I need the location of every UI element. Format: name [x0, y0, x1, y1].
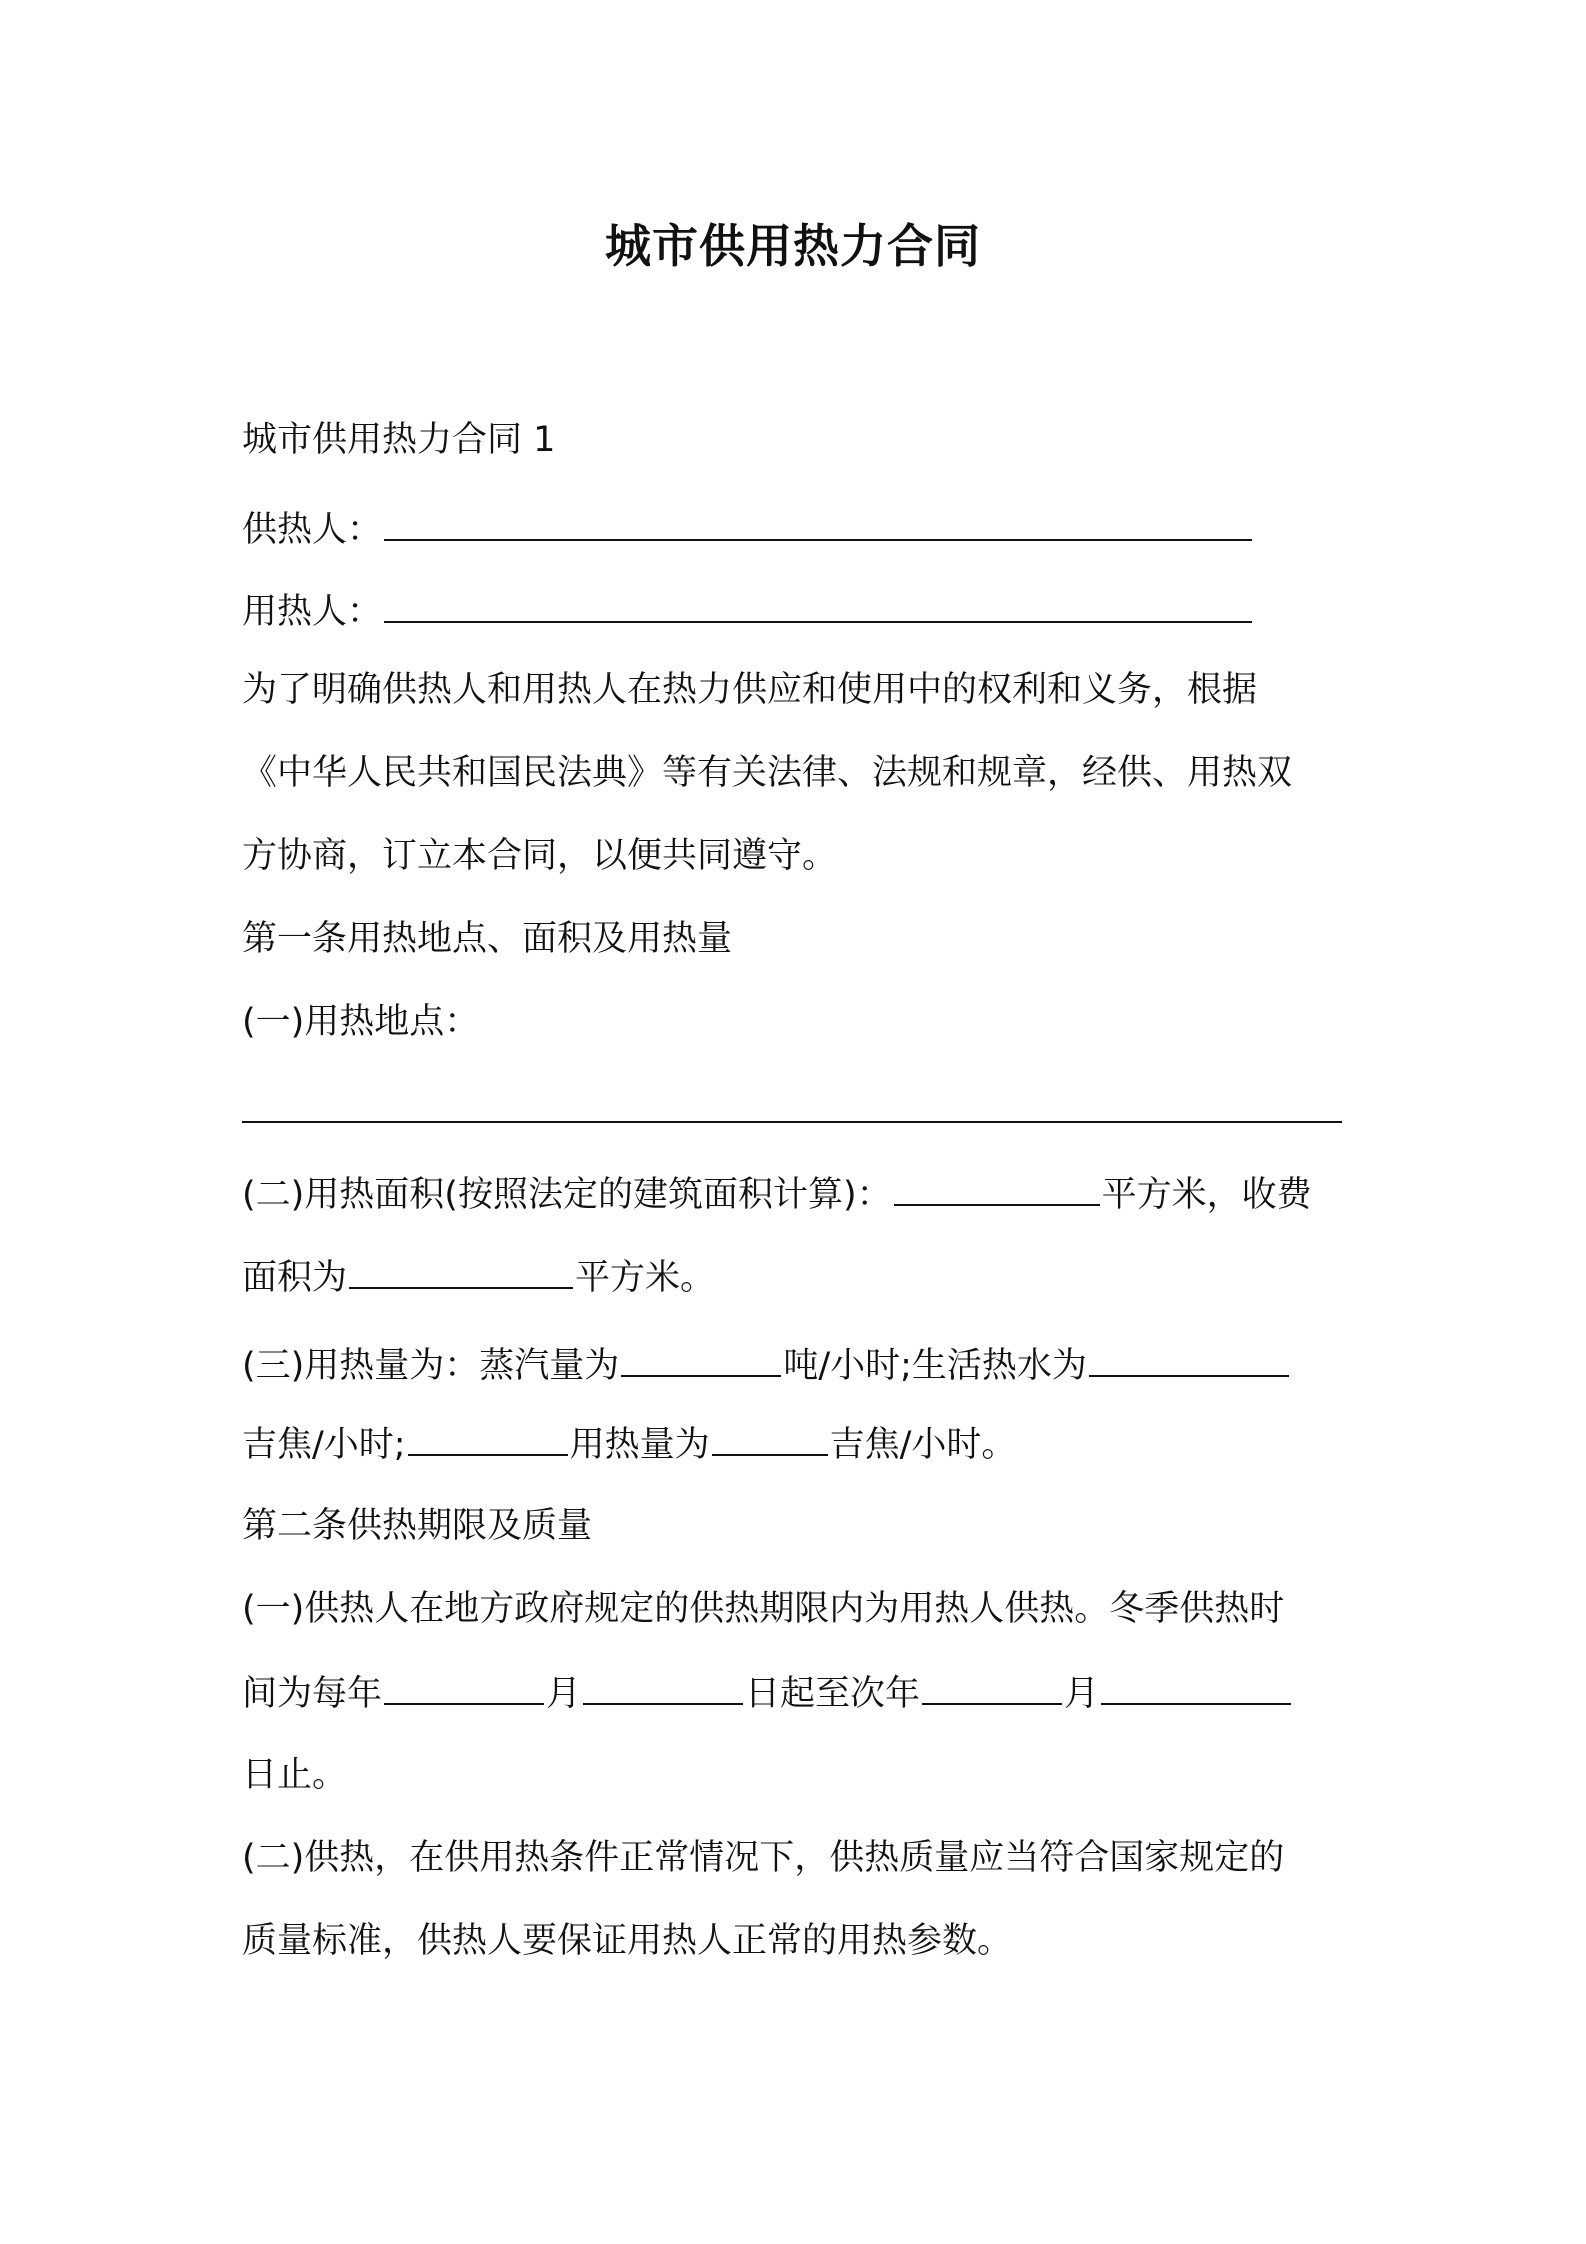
heat-location-blank	[242, 1085, 1342, 1123]
item3-text: (三)用热量为：蒸汽量为	[242, 1346, 620, 1386]
article1-item3-line2	[242, 1418, 1362, 1470]
article1-item3-line1	[242, 1339, 1362, 1391]
period-text: 月	[546, 1674, 582, 1714]
item3-text: 吉焦/小时;	[242, 1425, 406, 1465]
user-label: 用热人：	[242, 592, 383, 632]
item3-text: 吨/小时;生活热水为	[783, 1346, 1087, 1386]
item3-text: 吉焦/小时。	[829, 1425, 1017, 1465]
item2-text: 平方米。	[575, 1258, 716, 1298]
article1-heading: 第一条用热地点、面积及用热量	[242, 919, 733, 959]
document-title: 城市供用热力合同	[605, 219, 981, 273]
heat-location-blank-line	[242, 1085, 1362, 1137]
preamble-line: 方协商，订立本合同，以便共同遵守。	[242, 836, 838, 876]
article2-item1-line3: 日止。	[242, 1755, 348, 1795]
item2-text: (二)用热面积(按照法定的建筑面积计算)：	[242, 1175, 892, 1215]
item3-text: 用热量为	[569, 1425, 710, 1465]
steam-amount-blank	[621, 1339, 781, 1377]
user-blank	[384, 585, 1252, 623]
supplier-blank	[384, 503, 1252, 541]
other-heat-blank	[408, 1418, 568, 1456]
article2-item1-line2	[242, 1667, 1362, 1719]
heat-amount-blank	[712, 1418, 828, 1456]
article2-heading: 第二条供热期限及质量	[242, 1506, 593, 1546]
article2-item2-line1: (二)供热，在供用热条件正常情况下，供热质量应当符合国家规定的	[242, 1838, 1285, 1878]
article1-item1-label: (一)用热地点：	[242, 1002, 480, 1042]
article1-item2-line1	[242, 1168, 1362, 1220]
article1-item2-line2	[242, 1251, 1362, 1303]
end-day-blank	[1101, 1667, 1291, 1705]
article2-item2-line2: 质量标准，供热人要保证用热人正常的用热参数。	[242, 1921, 1013, 1961]
period-text: 月	[1064, 1674, 1100, 1714]
item2-text: 平方米，收费	[1101, 1175, 1312, 1215]
period-text: 间为每年	[242, 1674, 383, 1714]
user-line	[242, 585, 1362, 637]
period-text: 日起至次年	[745, 1674, 921, 1714]
supplier-line	[242, 503, 1362, 555]
contract-subtitle: 城市供用热力合同 1	[242, 420, 556, 460]
article2-item1-line1: (一)供热人在地方政府规定的供热期限内为用热人供热。冬季供热时	[242, 1589, 1285, 1629]
charge-area-blank	[349, 1251, 573, 1289]
start-day-blank	[583, 1667, 743, 1705]
heat-area-blank	[894, 1168, 1100, 1206]
supplier-label: 供热人：	[242, 510, 383, 550]
item2-text: 面积为	[242, 1258, 348, 1298]
preamble-line: 《中华人民共和国民法典》等有关法律、法规和规章，经供、用热双	[242, 753, 1293, 793]
end-month-blank	[922, 1667, 1062, 1705]
start-month-blank	[384, 1667, 544, 1705]
preamble-line: 为了明确供热人和用热人在热力供应和使用中的权利和义务，根据	[242, 670, 1258, 710]
hot-water-blank	[1089, 1339, 1289, 1377]
